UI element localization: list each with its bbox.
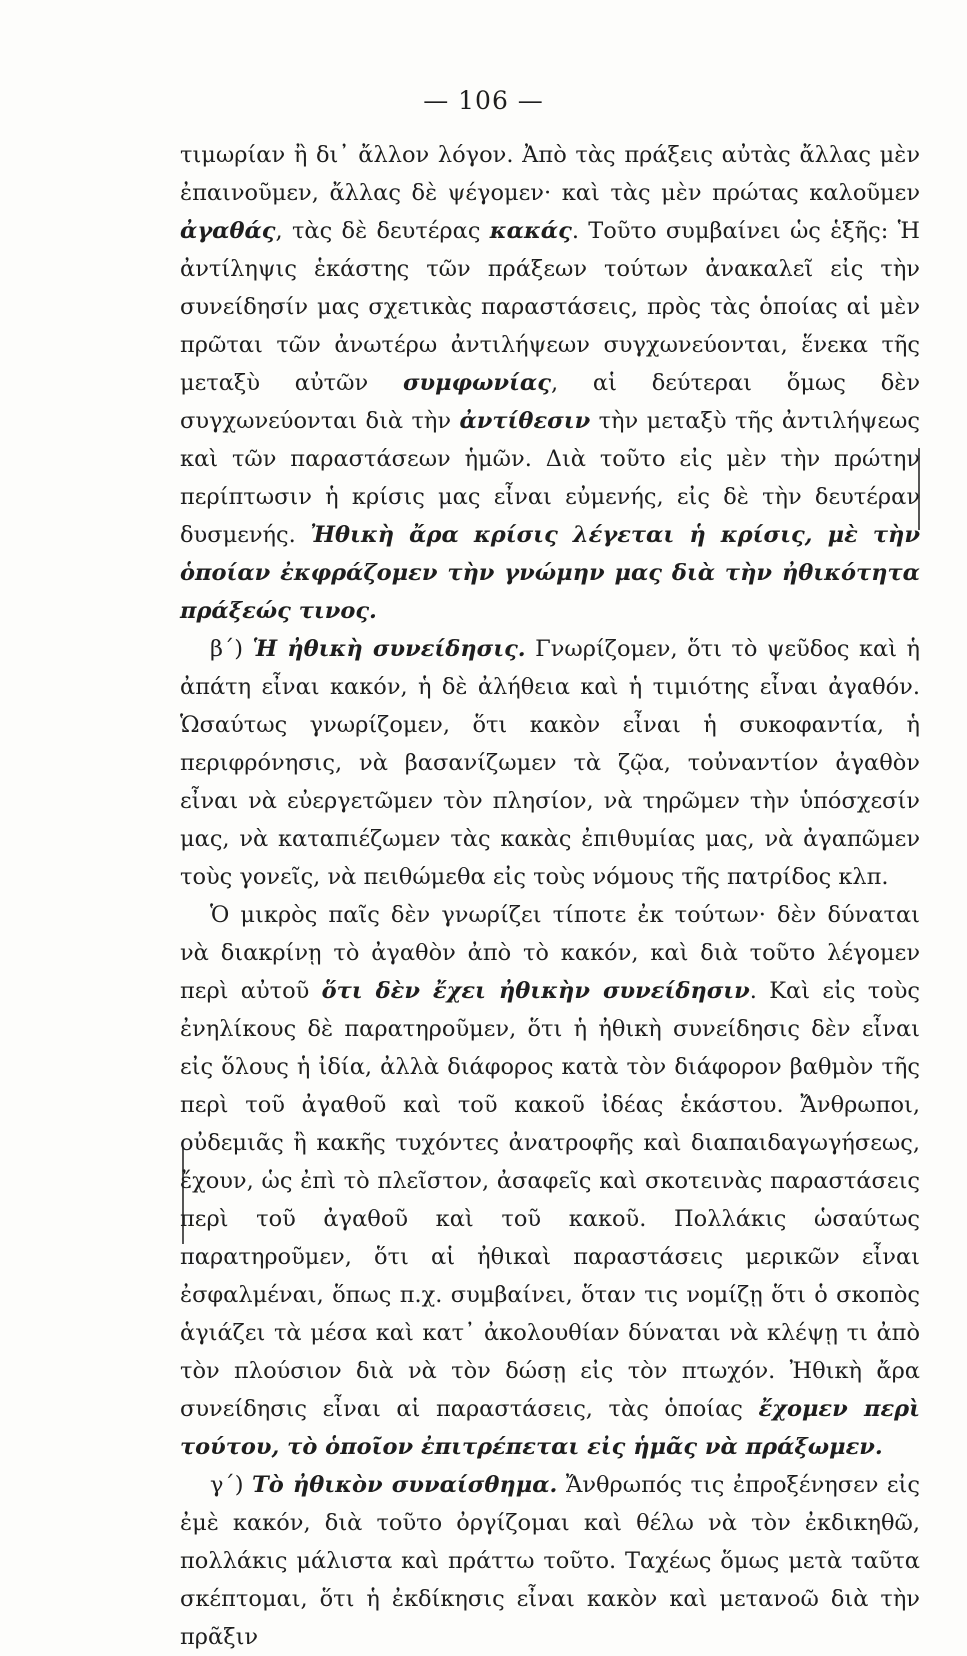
emphasis-text: Τὸ ἠθικὸν συναίσθημα.	[251, 1472, 558, 1498]
paragraph-p4	[180, 1466, 920, 1656]
page-body	[180, 136, 920, 1656]
body-text: γ´)	[210, 1472, 252, 1498]
paragraph-p2	[180, 630, 920, 896]
body-text: . Καὶ εἰς τοὺς ἐνηλίκους δὲ παρατηροῦμεν, ὅτι ἡ ἠθικὴ συνείδησις δὲν εἶναι εἰς ὅλους ἡ ἰδία, ἀλλὰ διάφορος κατὰ τὸν διάφορον βαθμὸν τῆς περὶ τοῦ ἀγαθοῦ καὶ τοῦ κακοῦ ἰδέας ἑκάστου. Ἄνθρωποι, οὐδεμιᾶς ἢ κακῆς τυχόντες ἀνατροφῆς καὶ διαπαιδαγωγήσεως, ἔχουν, ὡς ἐπὶ τὸ πλεῖστον, ἀσαφεῖς καὶ σκοτεινὰς παραστάσεις περὶ τοῦ ἀγαθοῦ καὶ τοῦ κακοῦ. Πολλάκις ὡσαύτως παρατηροῦμεν, ὅτι αἱ ἠθικαὶ παραστάσεις μερικῶν εἶναι ἐσφαλμέναι, ὅπως π.χ. συμβαίνει, ὅταν τις νομίζῃ ὅτι ὁ σκοπὸς ἁγιάζει τὰ μέσα καὶ κατ᾽ ἀκολουθίαν δύναται νὰ κλέψῃ τι ἀπὸ τὸν πλούσιον διὰ νὰ τὸν δώσῃ εἰς τὸν πτωχόν. Ἠθικὴ ἄρα συνείδησις εἶναι αἱ παραστάσεις, τὰς ὁποίας	[180, 978, 920, 1422]
emphasis-text: Ἠθικὴ ἄρα κρίσις λέγεται ἡ κρίσις, μὲ τὴν ὁποίαν ἐκφράζομεν τὴν γνώμην μας διὰ τὴν ἠθικότητα πράξεώς τινος.	[180, 522, 920, 624]
paragraph-p3	[180, 896, 920, 1466]
body-text: . Τοῦτο συμβαίνει ὡς ἑξῆς: Ἡ ἀντίληψις ἑκάστης τῶν πράξεων τούτων ἀνακαλεῖ εἰς τὴν συνείδησίν μας σχετικὰς παραστάσεις, πρὸς τὰς ὁποίας αἱ μὲν πρῶται τῶν ἀνωτέρω ἀντιλήψεων συγχωνεύονται, ἕνεκα τῆς μεταξὺ αὐτῶν	[180, 218, 920, 396]
emphasis-text: ἀγαθάς	[180, 218, 276, 244]
body-text: , τὰς δὲ δευτέρας	[275, 218, 490, 244]
page-number: — 106 —	[423, 86, 544, 115]
emphasis-text: κακάς	[489, 218, 572, 244]
body-text: τὴν μεταξὺ τῆς ἀντιλήψεως καὶ τῶν παραστάσεων ἡμῶν. Διὰ τοῦτο εἰς μὲν τὴν πρώτην περίπτωσιν ἡ κρίσις μας εἶναι εὐμενής, εἰς δὲ τὴν δευτέραν δυσμενής.	[180, 408, 920, 548]
emphasis-text: ὅτι δὲν ἔχει ἠθικὴν συνείδησιν	[321, 978, 750, 1004]
body-text: β´)	[210, 636, 253, 662]
body-text: , αἱ δεύτεραι ὅμως δὲν συγχωνεύονται διὰ τὴν	[180, 370, 921, 434]
body-text: Ὁ μικρὸς παῖς δὲν γνωρίζει τίποτε ἐκ τούτων· δὲν δύναται νὰ διακρίνῃ τὸ ἀγαθὸν ἀπὸ τὸ κακόν, καὶ διὰ τοῦτο λέγομεν περὶ αὐτοῦ	[180, 902, 920, 1004]
paragraph-p1	[180, 136, 920, 630]
body-text: τιμωρίαν ἢ δι᾽ ἄλλον λόγον. Ἀπὸ τὰς πράξεις αὐτὰς ἄλλας μὲν ἐπαινοῦμεν, ἄλλας δὲ ψέγομεν· καὶ τὰς μὲν πρώτας καλοῦμεν	[180, 142, 920, 206]
emphasis-text: συμφωνίας	[402, 370, 551, 396]
emphasis-text: ἔχομεν περὶ τούτου, τὸ ὁποῖον ἐπιτρέπεται εἰς ἡμᾶς νὰ πράξωμεν.	[180, 1396, 920, 1460]
emphasis-text: ἀντίθεσιν	[459, 408, 591, 434]
body-text: Ἄνθρωπός τις ἐπροξένησεν εἰς ἐμὲ κακόν, διὰ τοῦτο ὀργίζομαι καὶ θέλω νὰ τὸν ἐκδικηθῶ, πολλάκις μάλιστα καὶ πράττω τοῦτο. Ταχέως ὅμως μετὰ ταῦτα σκέπτομαι, ὅτι ἡ ἐκδίκησις εἶναι κακὸν καὶ μετανοῶ διὰ τὴν πρᾶξιν	[180, 1472, 920, 1650]
body-text: Γνωρίζομεν, ὅτι τὸ ψεῦδος καὶ ἡ ἀπάτη εἶναι κακόν, ἡ δὲ ἀλήθεια καὶ ἡ τιμιότης εἶναι ἀγαθόν. Ὡσαύτως γνωρίζομεν, ὅτι κακὸν εἶναι ἡ συκοφαντία, ἡ περιφρόνησις, νὰ βασανίζωμεν τὰ ζῷα, τοὐναντίον ἀγαθὸν εἶναι νὰ εὐεργετῶμεν τὸν πλησίον, νὰ τηρῶμεν τὴν ὑπόσχεσίν μας, νὰ καταπιέζωμεν τὰς κακὰς ἐπιθυμίας μας, νὰ ἀγαπῶμεν τοὺς γονεῖς, νὰ πειθώμεθα εἰς τοὺς νόμους τῆς πατρίδος κλπ.	[180, 636, 920, 890]
emphasis-text: Ἡ ἠθικὴ συνείδησις.	[252, 636, 526, 662]
